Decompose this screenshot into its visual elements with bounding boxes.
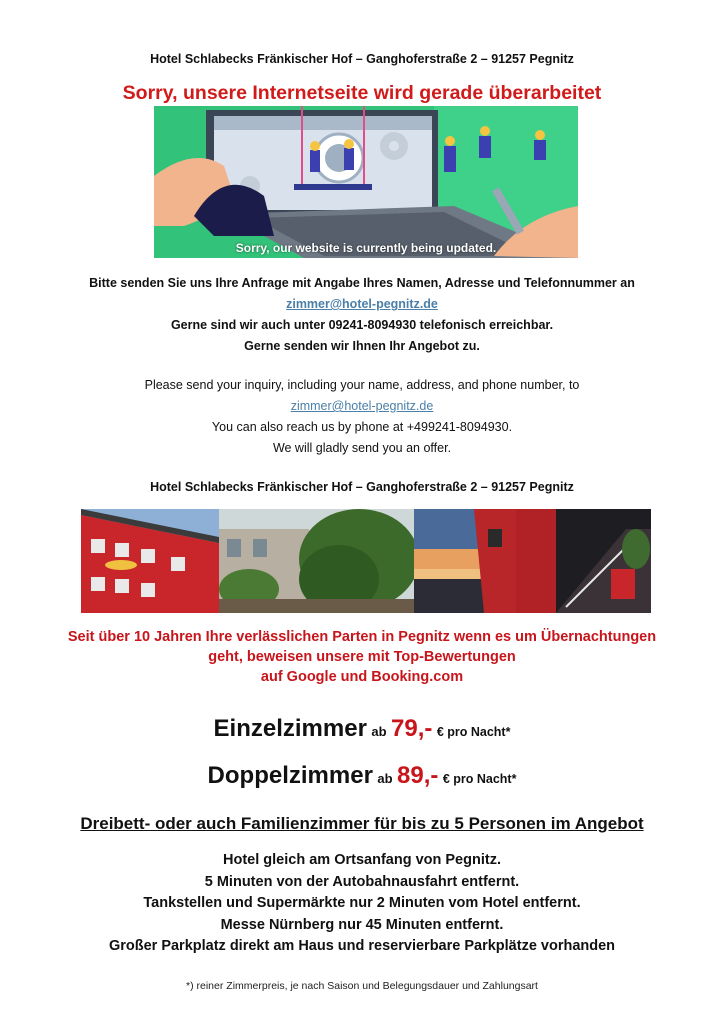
fact-item: Tankstellen und Supermärkte nur 2 Minuten vom Hotel entfernt.: [143, 895, 581, 911]
double-room-unit: € pro Nacht*: [442, 772, 517, 786]
single-room-amount: 79,-: [391, 715, 433, 742]
single-room-unit: € pro Nacht*: [436, 725, 511, 739]
fact-item: Messe Nürnberg nur 45 Minuten entfernt.: [220, 916, 504, 933]
fact-item: Hotel gleich am Ortsanfang von Pegnitz.: [223, 852, 501, 868]
construction-illustration: [154, 106, 578, 258]
banner-caption: Sorry, our website is currently being updated.: [235, 241, 497, 255]
tagline-line-1: Seit über 10 Jahren Ihre verlässlichen Parten in Pegnitz wenn es um Übernachtungen: [67, 629, 657, 645]
terrace-garden-photo: [219, 509, 414, 613]
tagline-line-2: geht, beweisen unsere mit Top-Bewertungen: [208, 649, 516, 665]
double-room-amount: 89,-: [397, 762, 439, 789]
double-room-price: [0, 762, 724, 790]
fact-item: Großer Parkplatz direkt am Haus und reservierbare Parkplätze vorhanden: [108, 938, 616, 954]
single-room-label: Einzelzimmer: [213, 715, 367, 742]
hotel-address-footer: Hotel Schlabecks Fränkischer Hof – Ganghoferstraße 2 – 91257 Pegnitz: [150, 480, 574, 494]
sunset-view-photo: [414, 509, 516, 613]
price-footnote: *) reiner Zimmerpreis, je nach Saison und Belegungsdauer und Zahlungsart: [186, 980, 538, 992]
reliability-tagline: [0, 627, 724, 687]
tagline-line-3: auf Google und Booking.com: [260, 669, 464, 685]
double-room-label: Doppelzimmer: [207, 762, 373, 789]
english-offer-text: We will gladly send you an offer.: [272, 441, 452, 455]
family-room-offer: Dreibett- oder auch Familienzimmer für bis zu 5 Personen im Angebot: [80, 814, 644, 833]
german-offer-text: Gerne senden wir Ihnen Ihr Angebot zu.: [244, 339, 480, 353]
english-phone-text: You can also reach us by phone at +499241-8094930.: [211, 420, 513, 434]
single-room-price: [0, 715, 724, 743]
double-room-from: ab: [377, 771, 393, 786]
hotel-photo-strip: [81, 509, 651, 613]
english-request-text: Please send your inquiry, including your name, address, and phone number, to: [144, 378, 580, 392]
hotel-facade-photo: [81, 509, 219, 613]
hotel-facts-list: [0, 850, 724, 958]
maintenance-headline: Sorry, unsere Internetseite wird gerade überarbeitet: [122, 82, 602, 104]
german-email-link[interactable]: zimmer@hotel-pegnitz.de: [286, 297, 438, 311]
hotel-address-header: Hotel Schlabecks Fränkischer Hof – Ganghoferstraße 2 – 91257 Pegnitz: [150, 52, 574, 66]
english-contact-block: [0, 375, 724, 459]
german-contact-block: [0, 273, 724, 357]
maintenance-banner: [154, 106, 578, 258]
english-email-link[interactable]: zimmer@hotel-pegnitz.de: [290, 399, 434, 413]
single-room-from: ab: [371, 724, 387, 739]
german-phone-text: Gerne sind wir auch unter 09241-8094930 telefonisch erreichbar.: [170, 318, 554, 332]
staircase-interior-photo: [516, 509, 651, 613]
fact-item: 5 Minuten von der Autobahnausfahrt entfernt.: [204, 873, 520, 890]
german-request-text: Bitte senden Sie uns Ihre Anfrage mit Angabe Ihres Namen, Adresse und Telefonnummer an: [89, 276, 635, 290]
